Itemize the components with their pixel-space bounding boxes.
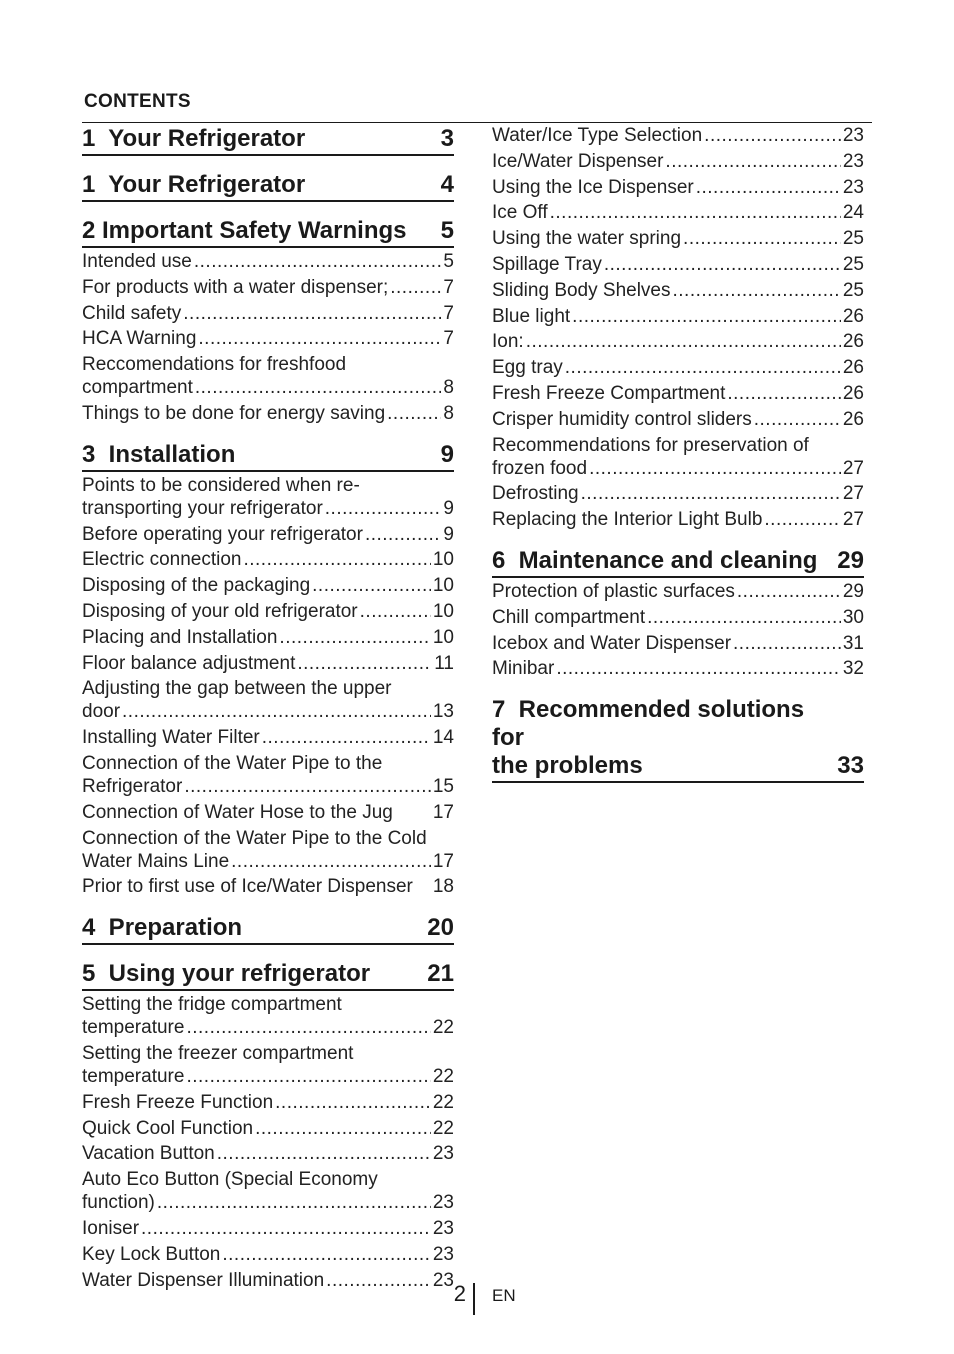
entry-last-line — [82, 327, 454, 350]
toc-entry[interactable] — [492, 382, 864, 405]
entry-title-line: Prior to first use of Ice/Water Dispenser — [82, 876, 413, 898]
entry-title-line: Disposing of your old refrigerator — [82, 600, 358, 622]
dot-leader — [733, 632, 841, 655]
entry-title-line: Vacation Button — [82, 1143, 215, 1165]
entry-title-line: Water/Ice Type Selection — [492, 125, 703, 146]
dot-leader — [581, 482, 841, 505]
entry-page-number: 26 — [842, 408, 864, 430]
entry-title-line: For products with a water dispenser; — [82, 276, 389, 298]
entry-title-line: HCA Warning — [82, 328, 197, 350]
entry-title-line: Connection of Water Hose to the Jug — [82, 801, 393, 823]
toc-entry[interactable] — [82, 652, 454, 675]
entry-last-line — [82, 276, 454, 299]
entry-last-line — [82, 302, 454, 325]
entry-last-line — [492, 227, 864, 250]
entry-title-line: Defrosting — [492, 483, 579, 505]
toc-entry[interactable] — [82, 993, 454, 1039]
entry-title-line: Sliding Body Shelves — [492, 279, 671, 301]
dot-leader — [764, 508, 840, 531]
entry-last-line — [492, 457, 864, 480]
entry-last-line — [82, 1217, 454, 1240]
entry-last-line — [82, 775, 454, 798]
toc-entry[interactable] — [82, 1117, 454, 1140]
toc-entry[interactable] — [82, 276, 454, 299]
section-gap — [82, 901, 454, 913]
entry-last-line — [82, 875, 454, 898]
toc-entry[interactable] — [82, 1091, 454, 1114]
entry-page-number: 25 — [842, 253, 864, 275]
entry-title-line: Intended use — [82, 251, 192, 272]
toc-entry[interactable] — [82, 677, 454, 723]
entry-last-line — [492, 632, 864, 655]
entry-title-line: Installing Water Filter — [82, 727, 260, 749]
entry-title-line: Placing and Installation — [82, 626, 278, 648]
entry-title-line: function) — [82, 1192, 155, 1214]
section-title: 2 Important Safety Warnings — [82, 217, 407, 244]
entry-last-line — [492, 508, 864, 531]
entry-title-line: Disposing of the packaging — [82, 575, 311, 597]
entry-title-line: Electric connection — [82, 549, 242, 571]
toc-entry[interactable] — [82, 523, 454, 546]
toc-section-heading[interactable] — [82, 216, 454, 248]
toc-entry[interactable] — [492, 434, 864, 480]
entry-page-number: 23 — [432, 1217, 454, 1239]
section-page-number: 4 — [440, 171, 454, 198]
toc-entry[interactable] — [82, 1042, 454, 1088]
toc-entry[interactable] — [492, 580, 864, 603]
section-page-number: 21 — [427, 960, 454, 988]
section-gap — [492, 534, 864, 546]
entry-page-number: 18 — [432, 876, 454, 898]
dot-leader — [390, 276, 441, 299]
entry-page-number: 23 — [842, 150, 864, 172]
entry-last-line — [82, 548, 454, 571]
entry-title-line: Fresh Freeze Function — [82, 1091, 274, 1113]
toc-entry[interactable] — [492, 305, 864, 328]
entry-page-number: 23 — [432, 1143, 454, 1165]
section-title: 4 Preparation — [82, 914, 243, 942]
entry-page-number: 22 — [432, 1117, 454, 1139]
entry-last-line — [82, 850, 454, 873]
entry-page-number: 7 — [443, 328, 454, 350]
entry-last-line — [492, 305, 864, 328]
entry-title-line: Replacing the Interior Light Bulb — [492, 509, 763, 531]
entry-title-line: Ice Off — [492, 202, 548, 224]
entry-title-line: Setting the freezer compartment — [82, 1042, 354, 1064]
toc-entry[interactable] — [492, 176, 864, 199]
toc-entry[interactable] — [492, 508, 864, 531]
toc-entry[interactable] — [82, 1142, 454, 1165]
entry-page-number: 23 — [432, 1192, 454, 1214]
section-gap — [492, 683, 864, 695]
entry-title-line: Ion: — [492, 331, 524, 353]
entry-page-number: 10 — [432, 600, 454, 622]
entry-page-number: 9 — [443, 523, 454, 545]
entry-page-number: 14 — [432, 727, 454, 749]
entry-page-number: 8 — [443, 402, 454, 424]
entry-title-line: Ice/Water Dispenser — [492, 150, 664, 172]
toc-entry[interactable] — [492, 632, 864, 655]
entry-title-line: Refrigerator — [82, 775, 183, 797]
toc-entry[interactable] — [82, 1269, 454, 1292]
toc-entry[interactable] — [492, 356, 864, 379]
entry-title-line: temperature — [82, 1017, 185, 1039]
dot-leader — [231, 850, 431, 873]
entry-page-number: 31 — [842, 632, 864, 654]
toc-entry[interactable] — [492, 408, 864, 431]
entry-title-line: Icebox and Water Dispenser — [492, 632, 732, 654]
entry-last-line — [492, 606, 864, 629]
entry-page-number: 13 — [432, 701, 454, 723]
dot-leader — [572, 305, 841, 328]
toc-entry[interactable] — [492, 227, 864, 250]
dot-leader — [194, 250, 442, 273]
dot-leader — [647, 606, 841, 629]
entry-page-number: 11 — [434, 652, 454, 674]
toc-entry[interactable] — [82, 1168, 454, 1214]
entry-last-line — [82, 1117, 454, 1140]
toc-left-column — [82, 124, 454, 1294]
toc-entry[interactable] — [82, 402, 454, 425]
entry-title-line: Key Lock Button — [82, 1243, 221, 1265]
entry-last-line — [82, 600, 454, 623]
section-title: 7 Recommended solutions for the problems — [492, 696, 805, 780]
dot-leader — [255, 1117, 431, 1140]
section-page-number: 20 — [427, 914, 454, 942]
entry-page-number: 23 — [842, 176, 864, 198]
section-page-number: 29 — [837, 546, 864, 574]
entry-page-number: 30 — [842, 606, 864, 628]
entry-last-line — [492, 124, 864, 147]
entry-page-number: 25 — [842, 228, 864, 250]
entry-title-line: Water Mains Line — [82, 850, 230, 872]
dot-leader — [365, 523, 441, 546]
dot-leader — [727, 382, 841, 405]
dot-leader — [754, 408, 841, 431]
toc-entry[interactable] — [492, 201, 864, 224]
dot-leader — [186, 1016, 430, 1039]
toc-section-heading[interactable] — [82, 913, 454, 945]
entry-title-line: Floor balance adjustment — [82, 652, 296, 674]
entry-page-number: 15 — [432, 775, 454, 797]
toc-section-heading[interactable] — [82, 959, 454, 991]
entry-last-line — [82, 1065, 454, 1088]
dot-leader — [243, 548, 430, 571]
toc-entry[interactable] — [82, 827, 454, 873]
toc-entry[interactable] — [82, 474, 454, 520]
toc-entry[interactable] — [82, 1217, 454, 1240]
entry-title-line: Minibar — [492, 658, 555, 680]
toc-entry[interactable] — [82, 752, 454, 798]
entry-last-line — [82, 726, 454, 749]
toc-section-heading[interactable] — [82, 124, 454, 156]
toc-entry[interactable] — [492, 253, 864, 276]
entry-page-number: 23 — [432, 1269, 454, 1291]
entry-title-line: Child safety — [82, 302, 182, 324]
entry-title-line: Points to be considered when re- — [82, 474, 360, 496]
entry-title-line: Chill compartment — [492, 606, 646, 628]
entry-last-line — [82, 574, 454, 597]
toc-entry[interactable] — [82, 250, 454, 273]
dot-leader — [297, 652, 432, 675]
entry-page-number: 9 — [443, 497, 454, 519]
entry-last-line — [492, 580, 864, 603]
entry-title-line: Using the water spring — [492, 228, 682, 250]
entry-last-line — [82, 376, 454, 399]
entry-page-number: 17 — [432, 850, 454, 872]
entry-title-line: transporting your refrigerator — [82, 497, 323, 519]
dot-leader — [262, 726, 431, 749]
entry-last-line — [82, 1091, 454, 1114]
dot-leader — [198, 327, 441, 350]
dot-leader — [326, 1269, 431, 1292]
entry-last-line — [82, 1243, 454, 1266]
dot-leader — [195, 376, 442, 399]
entry-title-line: Spillage Tray — [492, 253, 602, 275]
dot-leader — [704, 124, 841, 147]
entry-last-line — [492, 253, 864, 276]
dot-leader — [275, 1091, 431, 1114]
toc-entry[interactable] — [82, 875, 454, 898]
section-title: 6 Maintenance and cleaning — [492, 546, 818, 574]
entry-last-line — [492, 279, 864, 302]
entry-title-line: Auto Eco Button (Special Economy — [82, 1169, 378, 1191]
entry-page-number: 10 — [432, 575, 454, 597]
toc-entry[interactable] — [492, 657, 864, 680]
entry-page-number: 26 — [842, 382, 864, 404]
dot-leader — [673, 279, 841, 302]
toc-entry[interactable] — [492, 124, 864, 147]
entry-title-line: Ioniser — [82, 1217, 140, 1239]
page-number: 2 — [453, 1281, 466, 1306]
entry-title-line: Things to be done for energy saving — [82, 402, 386, 424]
dot-leader — [665, 150, 840, 173]
dot-leader — [387, 402, 441, 425]
toc-entry[interactable] — [492, 330, 864, 353]
entry-last-line — [82, 1142, 454, 1165]
entry-title-line: Water Dispenser Illumination — [82, 1269, 325, 1291]
dot-leader — [325, 497, 442, 520]
entry-page-number: 5 — [443, 251, 454, 272]
dot-leader — [360, 600, 431, 623]
dot-leader — [696, 176, 841, 199]
toc-entry[interactable] — [82, 626, 454, 649]
entry-title-line: Adjusting the gap between the upper — [82, 678, 392, 700]
entry-last-line — [82, 626, 454, 649]
toc-entry[interactable] — [82, 327, 454, 350]
entry-title-line: Connection of the Water Pipe to the — [82, 752, 383, 774]
entry-last-line — [82, 523, 454, 546]
entry-page-number: 22 — [432, 1065, 454, 1087]
entry-title-line: frozen food — [492, 457, 588, 479]
dot-leader — [157, 1191, 431, 1214]
section-title: 3 Installation — [82, 440, 236, 468]
entry-title-line: Connection of the Water Pipe to the Cold — [82, 827, 427, 849]
entry-title-line: Quick Cool Function — [82, 1117, 254, 1139]
entry-page-number: 29 — [842, 580, 864, 602]
entry-page-number: 26 — [842, 305, 864, 327]
dot-leader — [604, 253, 841, 276]
dot-leader — [141, 1217, 431, 1240]
toc-section-heading[interactable] — [82, 440, 454, 472]
section-page-number: 5 — [440, 217, 454, 244]
entry-title-line: Using the Ice Dispenser — [492, 176, 694, 198]
entry-page-number: 27 — [842, 483, 864, 505]
entry-last-line — [82, 1191, 454, 1214]
dot-leader — [184, 775, 431, 798]
entry-page-number: 22 — [432, 1091, 454, 1113]
top-rule — [82, 122, 872, 123]
entry-title-line: Egg tray — [492, 357, 563, 379]
entry-last-line — [82, 1269, 454, 1292]
entry-title-line: Before operating your refrigerator — [82, 523, 363, 545]
section-title: 5 Using your refrigerator — [82, 960, 371, 988]
section-title: 1 Your Refrigerator — [82, 171, 306, 198]
dot-leader — [550, 201, 841, 224]
entry-page-number: 23 — [842, 125, 864, 146]
toc-entry[interactable] — [492, 150, 864, 173]
entry-last-line — [82, 700, 454, 723]
entry-page-number: 23 — [432, 1243, 454, 1265]
entry-page-number: 32 — [842, 658, 864, 680]
entry-last-line — [82, 1016, 454, 1039]
entry-page-number: 17 — [432, 801, 454, 823]
entry-page-number: 8 — [443, 377, 454, 399]
toc-section-heading[interactable] — [492, 546, 864, 578]
entry-last-line — [492, 356, 864, 379]
entry-page-number: 27 — [842, 457, 864, 479]
entry-title-line: Protection of plastic surfaces — [492, 580, 735, 602]
section-gap — [82, 428, 454, 440]
entry-last-line — [82, 250, 454, 273]
entry-last-line — [492, 330, 864, 353]
section-page-number: 33 — [837, 752, 864, 780]
entry-title-line: Reccomendations for freshfood — [82, 354, 347, 376]
section-title: 1 Your Refrigerator — [82, 125, 306, 152]
section-page-number: 9 — [440, 440, 454, 468]
entry-title-line: Blue light — [492, 305, 571, 327]
toc-right-column — [492, 124, 864, 797]
dot-leader — [222, 1243, 430, 1266]
entry-page-number: 25 — [842, 279, 864, 301]
entry-title-line: Recommendations for preservation of — [492, 434, 809, 456]
toc-entry[interactable] — [492, 606, 864, 629]
toc-entry[interactable] — [82, 548, 454, 571]
entry-title-line: compartment — [82, 377, 193, 399]
entry-title-line: Crisper humidity control sliders — [492, 408, 752, 430]
entry-last-line — [492, 150, 864, 173]
toc-entry[interactable] — [82, 726, 454, 749]
entry-page-number: 7 — [443, 276, 454, 298]
entry-page-number: 26 — [842, 357, 864, 379]
entry-last-line — [492, 201, 864, 224]
language-code: EN — [492, 1286, 516, 1305]
dot-leader — [279, 626, 430, 649]
toc-entry[interactable] — [82, 1243, 454, 1266]
toc-section-heading[interactable] — [82, 170, 454, 202]
toc-section-heading[interactable] — [492, 695, 864, 783]
toc-entry[interactable] — [82, 353, 454, 399]
entry-page-number: 26 — [842, 331, 864, 353]
entry-last-line — [492, 482, 864, 505]
toc-entry[interactable] — [82, 801, 454, 824]
entry-page-number: 10 — [432, 626, 454, 648]
dot-leader — [122, 700, 431, 723]
entry-last-line — [82, 402, 454, 425]
toc-entry[interactable] — [492, 279, 864, 302]
entry-page-number: 22 — [432, 1017, 454, 1039]
dot-leader — [526, 330, 841, 353]
entry-last-line — [82, 652, 454, 675]
entry-title-line: temperature — [82, 1065, 185, 1087]
dot-leader — [556, 657, 841, 680]
entry-last-line — [82, 801, 454, 824]
footer-divider — [473, 1283, 475, 1315]
entry-title-line: Setting the fridge compartment — [82, 994, 342, 1016]
dot-leader — [312, 574, 431, 597]
entry-page-number: 24 — [842, 202, 864, 224]
dot-leader — [217, 1142, 431, 1165]
toc-entry[interactable] — [82, 302, 454, 325]
dot-leader — [186, 1065, 430, 1088]
entry-last-line — [82, 497, 454, 520]
toc-entry[interactable] — [82, 574, 454, 597]
entry-title-line: door — [82, 701, 121, 723]
dot-leader — [737, 580, 841, 603]
dot-leader — [565, 356, 841, 379]
contents-heading: CONTENTS — [84, 91, 191, 112]
entry-page-number: 10 — [432, 549, 454, 571]
entry-last-line — [492, 176, 864, 199]
entry-page-number: 7 — [443, 302, 454, 324]
entry-last-line — [492, 657, 864, 680]
toc-entry[interactable] — [492, 482, 864, 505]
dot-leader — [589, 457, 841, 480]
entry-last-line — [492, 382, 864, 405]
dot-leader — [183, 302, 441, 325]
section-page-number: 3 — [440, 125, 454, 152]
entry-title-line: Fresh Freeze Compartment — [492, 382, 726, 404]
dot-leader — [683, 227, 841, 250]
toc-entry[interactable] — [82, 600, 454, 623]
entry-page-number: 27 — [842, 509, 864, 531]
entry-last-line — [492, 408, 864, 431]
